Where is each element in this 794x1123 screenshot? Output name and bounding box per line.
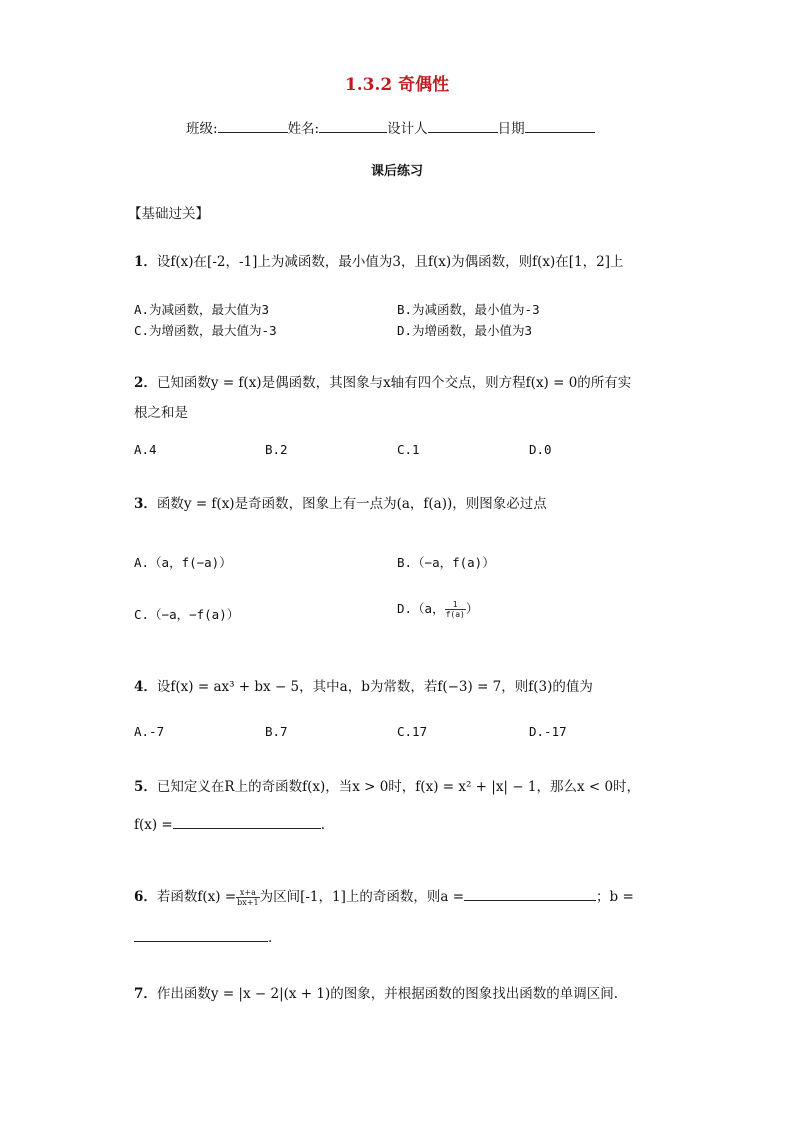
question-5	[134, 775, 640, 795]
q3-option-d	[397, 599, 478, 619]
question-number: 5．	[134, 779, 157, 795]
class-label: 班级:	[186, 121, 218, 137]
q3-option-c: C.（−a，−f(a)）	[134, 607, 240, 622]
student-info-line	[186, 117, 595, 137]
question-text: 设f(x)在[-2，-1]上为减函数，最小值为3，且f(x)为偶函数，则f(x)在[1，2]上	[156, 254, 624, 270]
question-text-b: ；b =	[596, 889, 634, 905]
question-number: 7．	[134, 986, 157, 1002]
question-4	[134, 675, 593, 695]
question-text: 作出函数y = |x − 2|(x + 1)的图象，并根据函数的图象找出函数的单调区间.	[156, 986, 619, 1002]
question-5-answer-line	[134, 816, 325, 833]
fraction-denominator: f(a)	[445, 610, 465, 619]
question-number: 2．	[134, 375, 157, 391]
fraction-numerator: x+a	[236, 888, 259, 898]
date-label: 日期	[497, 121, 525, 137]
question-number: 4．	[134, 679, 157, 695]
section-subtitle: 课后练习	[370, 164, 423, 179]
fraction-numerator: 1	[445, 600, 466, 610]
question-1	[134, 250, 623, 270]
q3-option-a: A.（a，f(−a)）	[134, 555, 232, 570]
answer-prefix: f(x) =	[134, 817, 173, 833]
q3-option-d-close: ）	[465, 601, 479, 616]
date-blank	[525, 119, 595, 133]
q4-option-d: D.-17	[529, 724, 567, 739]
q2-option-c: C.1	[397, 442, 420, 457]
q2-option-a: A.4	[134, 442, 157, 457]
name-label: 姓名:	[287, 121, 320, 137]
q1-option-b: B.为减函数，最小值为-3	[397, 302, 540, 317]
question-2-line2: 根之和是	[134, 405, 188, 421]
designer-blank	[428, 119, 498, 133]
q3-option-d-text: D.（a，	[397, 601, 445, 616]
page-title: 1.3.2 奇偶性	[344, 75, 450, 95]
question-text: 已知函数y = f(x)是偶函数，其图象与x轴有四个交点，则方程f(x) = 0的所有实	[156, 375, 632, 391]
question-6	[134, 885, 634, 907]
question-text: 已知定义在R上的奇函数f(x)，当x > 0时，f(x) = x² + |x| − 1，那么x < 0时，	[156, 779, 641, 795]
question-text: 函数y = f(x)是奇函数，图象上有一点为(a，f(a))，则图象必过点	[156, 496, 547, 512]
answer-blank[interactable]	[173, 816, 321, 829]
answer-b-blank[interactable]	[134, 929, 268, 942]
question-end: .	[268, 930, 273, 946]
q4-option-a: A.-7	[134, 724, 165, 739]
q3-option-b: B.（−a，f(a)）	[397, 555, 495, 570]
q1-option-d: D.为增函数，最小值为3	[397, 323, 533, 338]
q2-option-d: D.0	[529, 442, 552, 457]
designer-label: 设计人	[387, 121, 428, 137]
question-2	[134, 371, 631, 391]
question-text: 设f(x) = ax³ + bx − 5，其中a，b为常数，若f(−3) = 7，则f(3)的值为	[156, 679, 593, 695]
q4-option-b: B.7	[265, 724, 288, 739]
q1-option-c: C.为增函数，最大值为-3	[134, 323, 277, 338]
question-text-before: 若函数f(x) =	[156, 889, 237, 905]
question-number: 1．	[134, 254, 157, 270]
q4-option-c: C.17	[397, 724, 428, 739]
question-7	[134, 982, 618, 1002]
question-text-after: 为区间[-1，1]上的奇函数，则a =	[259, 889, 465, 905]
question-6-line2	[134, 929, 272, 946]
class-blank	[218, 119, 288, 133]
question-3	[134, 492, 547, 512]
answer-a-blank[interactable]	[464, 888, 596, 901]
name-blank	[319, 119, 387, 133]
q1-option-a: A.为减函数，最大值为3	[134, 302, 270, 317]
section-heading: 【基础过关】	[128, 206, 209, 222]
q2-option-b: B.2	[265, 442, 288, 457]
q3-option-d-fraction	[445, 600, 466, 619]
question-number: 6．	[134, 889, 157, 905]
fraction-denominator: bx+1	[237, 898, 259, 907]
question-number: 3．	[134, 496, 157, 512]
question-6-fraction	[236, 888, 259, 907]
answer-suffix: .	[320, 817, 326, 833]
